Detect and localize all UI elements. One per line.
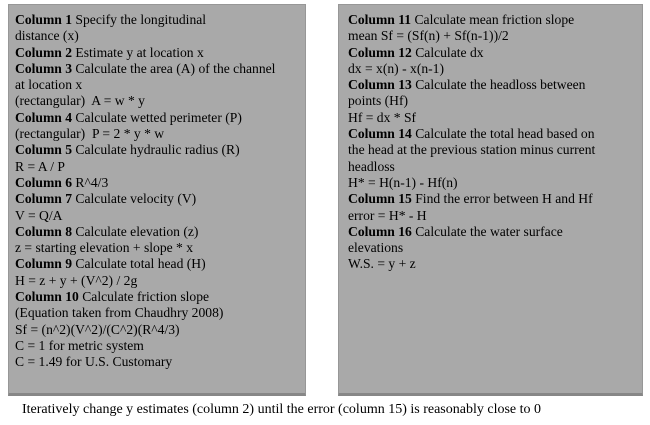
text-line: Column 2 Estimate y at location x	[15, 44, 204, 60]
text-line: Column 16 Calculate the water surface	[348, 223, 563, 239]
text-line: H = z + y + (V^2) / 2g	[15, 272, 138, 288]
text-line: Column 12 Calculate dx	[348, 44, 484, 60]
column-label: Column 6	[15, 174, 73, 190]
column-label: Column 13	[348, 77, 412, 93]
text-line: H* = H(n-1) - Hf(n)	[348, 174, 458, 190]
text-line: C = 1 for metric system	[15, 337, 144, 353]
text-line: Column 9 Calculate total head (H)	[15, 256, 206, 272]
text-line: headloss	[348, 158, 395, 174]
text-line: Column 15 Find the error between H and Hf	[348, 191, 593, 207]
column-label: Column 14	[348, 126, 412, 142]
column-label: Column 12	[348, 44, 412, 60]
text-line: Sf = (n^2)(V^2)/(C^2)(R^4/3)	[15, 321, 180, 337]
text-line: W.S. = y + z	[348, 256, 416, 272]
text-line: the head at the previous station minus current	[348, 142, 596, 158]
column-label: Column 8	[15, 223, 73, 239]
column-label: Column 3	[15, 60, 73, 76]
column-label: Column 4	[15, 109, 73, 125]
text-line: (Equation taken from Chaudhry 2008)	[15, 305, 224, 321]
text-line: z = starting elevation + slope * x	[15, 240, 194, 256]
text-line: at location x	[15, 77, 83, 93]
text-line: elevations	[348, 240, 404, 256]
column-label: Column 5	[15, 142, 73, 158]
text-line: points (Hf)	[348, 93, 409, 109]
column-label: Column 1	[15, 12, 73, 27]
text-line: Column 14 Calculate the total head based on	[348, 126, 595, 142]
footer-note: Iteratively change y estimates (column 2) until the error (column 15) is reasonably close to 0	[22, 402, 542, 417]
text-line: distance (x)	[15, 28, 79, 44]
text-line: Column 3 Calculate the area (A) of the channel	[15, 60, 276, 76]
text-line: mean Sf = (Sf(n) + Sf(n-1))/2	[348, 28, 509, 44]
column-label: Column 15	[348, 191, 412, 207]
text-line: Column 10 Calculate friction slope	[15, 289, 210, 305]
text-line: (rectangular) P = 2 * y * w	[15, 126, 165, 142]
column-label: Column 16	[348, 223, 412, 239]
text-line: R = A / P	[15, 158, 65, 174]
text-line: Column 7 Calculate velocity (V)	[15, 191, 197, 207]
column-label: Column 10	[15, 289, 79, 305]
column-label: Column 2	[15, 44, 73, 60]
text-line: Column 13 Calculate the headloss between	[348, 77, 586, 93]
column-label: Column 7	[15, 191, 73, 207]
left-notes-panel	[8, 4, 306, 396]
text-line: (rectangular) A = w * y	[15, 93, 145, 109]
text-line: Column 8 Calculate elevation (z)	[15, 223, 199, 239]
text-line: Column 6 R^4/3	[15, 174, 109, 190]
column-label: Column 9	[15, 256, 73, 272]
text-line: Column 5 Calculate hydraulic radius (R)	[15, 142, 240, 158]
text-line: dx = x(n) - x(n-1)	[348, 60, 444, 76]
text-line: V = Q/A	[15, 207, 63, 223]
column-label: Column 11	[348, 12, 412, 27]
text-line: C = 1.49 for U.S. Customary	[15, 354, 173, 370]
text-line: Column 1 Specify the longitudinal	[15, 12, 207, 27]
text-line: Hf = dx * Sf	[348, 109, 417, 125]
text-line: error = H* - H	[348, 207, 427, 223]
right-notes-panel	[338, 4, 643, 396]
text-line: Column 11 Calculate mean friction slope	[348, 12, 575, 27]
text-line: Column 4 Calculate wetted perimeter (P)	[15, 109, 242, 125]
